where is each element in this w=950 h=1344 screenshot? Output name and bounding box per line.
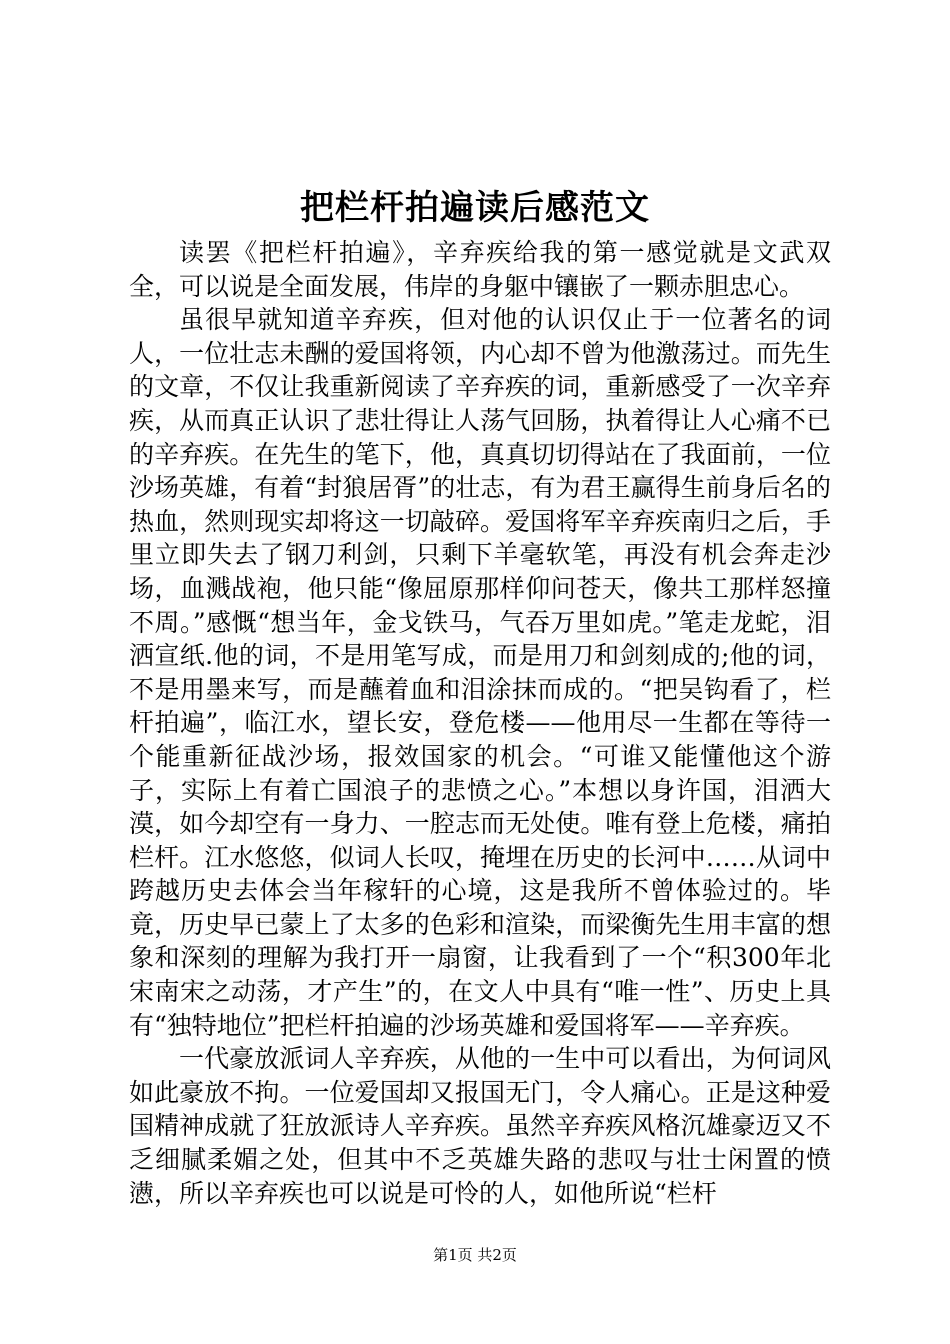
paragraph-2: 虽很早就知道辛弃疾，但对他的认识仅止于一位著名的词人，一位壮志未酬的爱国将领，内心却不曾为他激荡过。而先生的文章，不仅让我重新阅读了辛弃疾的词，重新感受了一次辛弃疾，从而真正认识了悲壮得让人荡气回肠，执着得让人心痛不已的辛弃疾。在先生的笔下，他，真真切切得站在了我面前，一位沙场英雄，有着“封狼居胥”的壮志，有为君王赢得生前身后名的热血，然则现实却将这一切敲碎。爱国将军辛弃疾南归之后，手里立即失去了钢刀利剑，只剩下羊毫软笔，再没有机会奔走沙场，血溅战袍，他只能“像屈原那样仰问苍天，像共工那样怒撞不周。”感慨“想当年，金戈铁马，气吞万里如虎。”笔走龙蛇，泪洒宣纸.他的词，不是用笔写成，而是用刀和剑刻成的;他的词，不是用墨来写，而是蘸着血和泪涂抹而成的。“把吴钩看了，栏杆拍遍”，临江水，望长安，登危楼——他用尽一生都在等待一个能重新征战沙场，报效国家的机会。“可谁又能懂他这个游子，实际上有着亡国浪子的悲愤之心。”本想以身许国，泪洒大漠，如今却空有一身力、一腔志而无处使。唯有登上危楼，痛拍栏杆。江水悠悠，似词人长叹，掩埋在历史的长河中……从词中跨越历史去体会当年稼轩的心境，这是我所不曾体验过的。毕竟，历史早已蒙上了太多的色彩和渲染，而梁衡先生用丰富的想象和深刻的理解为我打开一扇窗，让我看到了一个“积300年北宋南宋之动荡，才产生”的，在文人中具有“唯一性”、历史上具有“独特地位”把栏杆拍遍的沙场英雄和爱国将军——辛弃疾。 — [129, 305, 831, 1040]
page-number-footer: 第1页 共2页 — [433, 1246, 517, 1264]
document-title: 把栏杆拍遍读后感范文 — [300, 188, 650, 228]
paragraph-1: 读罢《把栏杆拍遍》，辛弃疾给我的第一感觉就是文武双全，可以说是全面发展，伟岸的身躯中镶嵌了一颗赤胆忠心。 — [129, 238, 831, 301]
document-body — [129, 236, 831, 1210]
paragraph-3: 一代豪放派词人辛弃疾，从他的一生中可以看出，为何词风如此豪放不拘。一位爱国却又报国无门，令人痛心。正是这种爱国精神成就了狂放派诗人辛弃疾。虽然辛弃疾风格沉雄豪迈又不乏细腻柔媚之处，但其中不乏英雄失路的悲叹与壮士闲置的愤懑，所以辛弃疾也可以说是可怜的人，如他所说“栏杆 — [129, 1044, 831, 1208]
